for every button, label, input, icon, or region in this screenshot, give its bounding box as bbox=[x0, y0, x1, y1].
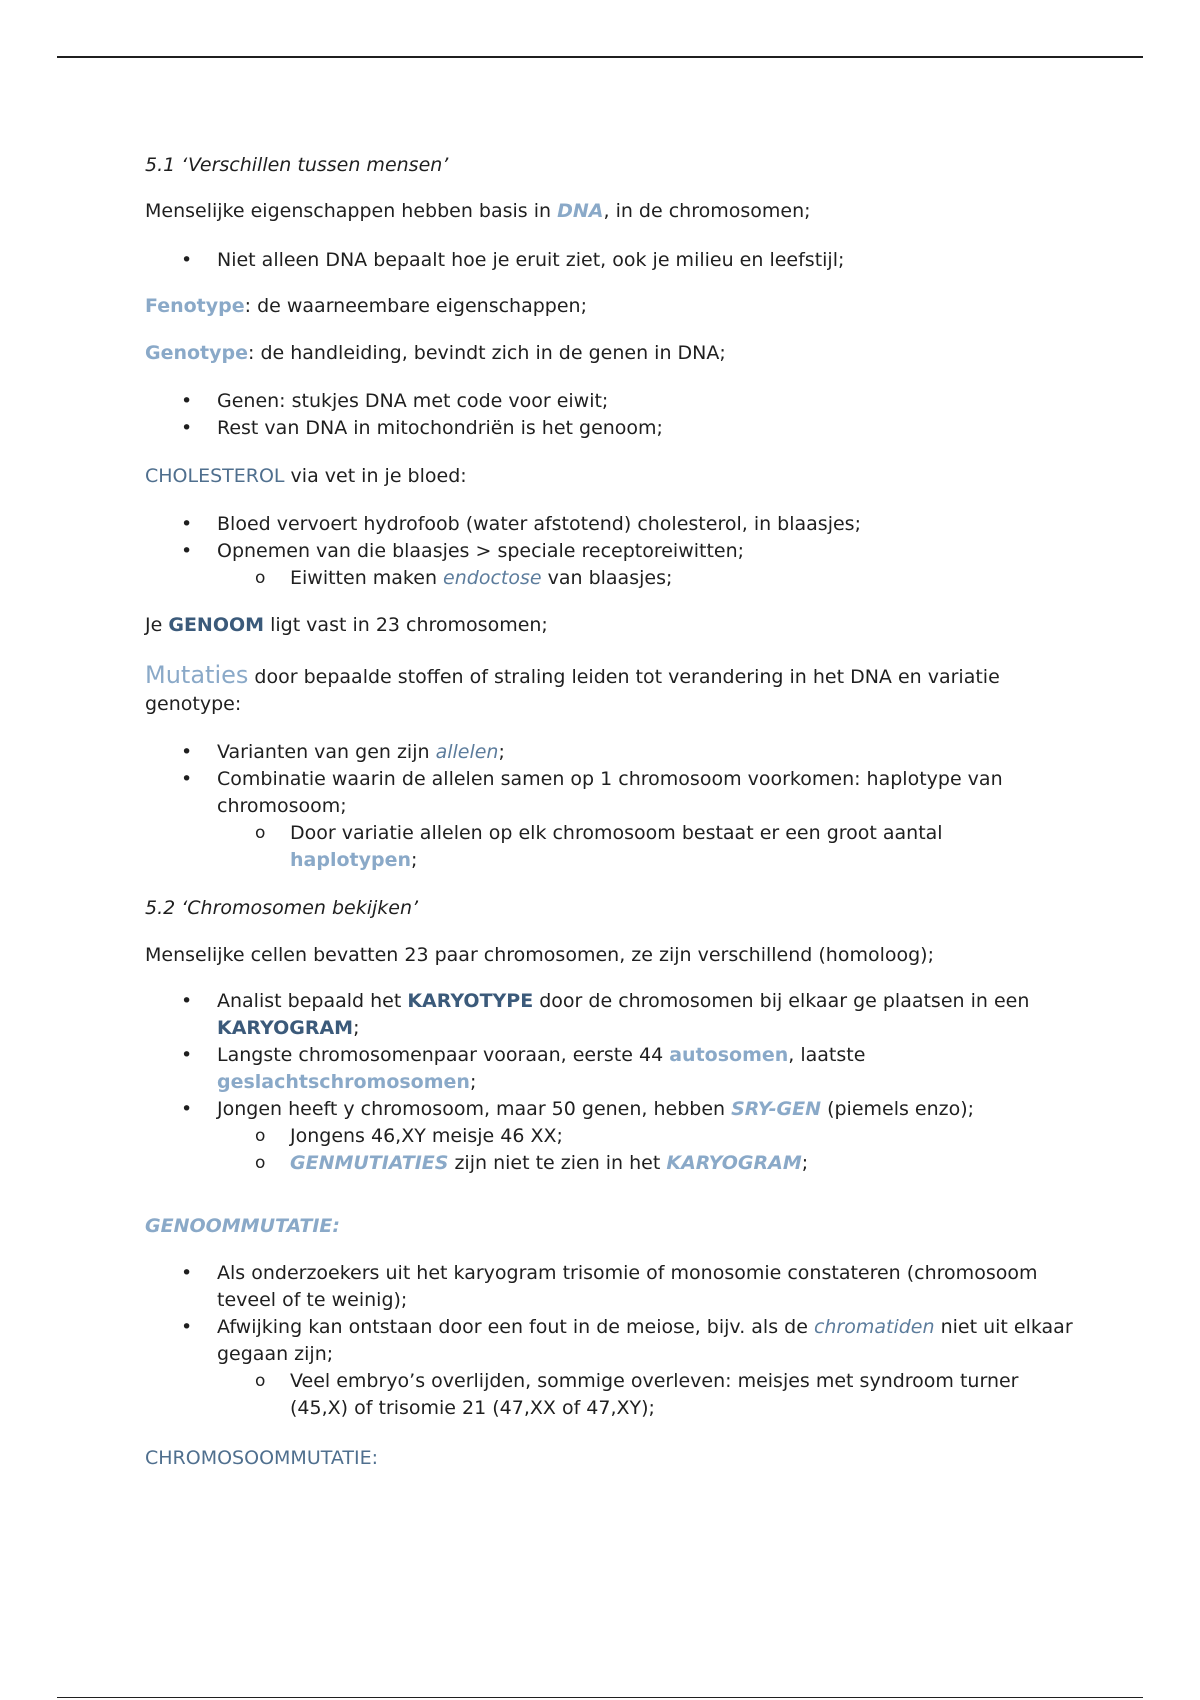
term-endoctose: endoctose bbox=[443, 567, 542, 589]
term-mutaties: Mutaties bbox=[145, 661, 249, 689]
term-karyotype: KARYOTYPE bbox=[407, 990, 534, 1012]
term-geslachtschromosomen: geslachtschromosomen bbox=[217, 1071, 470, 1093]
intro-paragraph: Menselijke eigenschappen hebben basis in DNA, in de chromosomen; bbox=[145, 200, 811, 222]
fenotype-paragraph: Fenotype: de waarneembare eigenschappen; bbox=[145, 295, 587, 317]
list-item: • Analist bepaald het KARYOTYPE door de chromosomen bij elkaar ge plaatsen in een KARYOGRAM; bbox=[145, 988, 1075, 1042]
term-allelen: allelen bbox=[435, 741, 499, 763]
chromosomen-intro: Menselijke cellen bevatten 23 paar chromosomen, ze zijn verschillend (homoloog); bbox=[145, 944, 935, 966]
genoom-paragraph: Je GENOOM ligt vast in 23 chromosomen; bbox=[145, 614, 548, 636]
bullet-list bbox=[145, 511, 1075, 592]
genotype-paragraph: Genotype: de handleiding, bevindt zich in de genen in DNA; bbox=[145, 342, 726, 364]
header-rule bbox=[57, 56, 1143, 58]
cholesterol-paragraph: CHOLESTEROL via vet in je bloed: bbox=[145, 465, 467, 487]
list-item: • Combinatie waarin de allelen samen op 1 chromosoom voorkomen: haplotype van chromosoom; bbox=[145, 766, 1075, 820]
sub-list-item: o Jongens 46,XY meisje 46 XX; bbox=[145, 1123, 1075, 1150]
list-item: • Bloed vervoert hydrofoob (water afstotend) cholesterol, in blaasjes; bbox=[145, 511, 1075, 538]
term-fenotype: Fenotype bbox=[145, 295, 245, 317]
chromosoommutatie-heading: CHROMOSOOMMUTATIE: bbox=[145, 1447, 378, 1469]
sub-list-item: o GENMUTIATIES zijn niet te zien in het KARYOGRAM; bbox=[145, 1150, 1075, 1177]
term-karyogram-2: KARYOGRAM bbox=[666, 1152, 802, 1174]
term-dna: DNA bbox=[557, 200, 604, 222]
footer-rule bbox=[57, 1697, 1143, 1698]
list-item: • Varianten van gen zijn allelen; bbox=[145, 739, 1075, 766]
sub-list-item: o Eiwitten maken endoctose van blaasjes; bbox=[145, 565, 1075, 592]
list-item: • Als onderzoekers uit het karyogram trisomie of monosomie constateren (chromosoom teveel of te weinig); bbox=[145, 1260, 1075, 1314]
section-heading-5-2: 5.2 ‘Chromosomen bekijken’ bbox=[145, 897, 419, 919]
sub-list-item: o Door variatie allelen op elk chromosoom bestaat er een groot aantal haplotypen; bbox=[145, 820, 1075, 874]
list-item: • Langste chromosomenpaar vooraan, eerste 44 autosomen, laatste geslachtschromosomen; bbox=[145, 1042, 1075, 1096]
term-karyogram: KARYOGRAM bbox=[217, 1017, 354, 1039]
list-item: • Rest van DNA in mitochondriën is het genoom; bbox=[145, 415, 1075, 442]
term-genoom: GENOOM bbox=[168, 614, 265, 636]
term-cholesterol: CHOLESTEROL bbox=[145, 465, 285, 487]
bullet-list bbox=[145, 739, 1075, 874]
bullet-list bbox=[145, 247, 1075, 274]
list-item: • Opnemen van die blaasjes > speciale receptoreiwitten; bbox=[145, 538, 1075, 565]
sub-list-item: o Veel embryo’s overlijden, sommige overleven: meisjes met syndroom turner (45,X) of trisomie 21 (47,XX of 47,XY); bbox=[145, 1368, 1075, 1422]
bullet-list bbox=[145, 988, 1075, 1177]
section-heading-5-1: 5.1 ‘Verschillen tussen mensen’ bbox=[145, 154, 449, 176]
bullet-list bbox=[145, 388, 1075, 442]
bullet-list bbox=[145, 1260, 1075, 1422]
list-item: • Jongen heeft y chromosoom, maar 50 genen, hebben SRY-GEN (piemels enzo); bbox=[145, 1096, 1075, 1123]
term-haplotypen: haplotypen bbox=[290, 849, 411, 871]
term-genmutiaties: GENMUTIATIES bbox=[290, 1152, 449, 1174]
list-item: • Niet alleen DNA bepaalt hoe je eruit ziet, ook je milieu en leefstijl; bbox=[145, 247, 1075, 274]
term-genotype: Genotype bbox=[145, 342, 249, 364]
term-autosomen: autosomen bbox=[669, 1044, 789, 1066]
term-chromatiden: chromatiden bbox=[813, 1316, 935, 1338]
term-sry-gen: SRY-GEN bbox=[731, 1098, 822, 1120]
genoommutatie-heading: GENOOMMUTATIE: bbox=[145, 1215, 341, 1237]
list-item: • Genen: stukjes DNA met code voor eiwit; bbox=[145, 388, 1075, 415]
mutaties-paragraph: Mutaties door bepaalde stoffen of straling leiden tot verandering in het DNA en variatie genotype: bbox=[145, 661, 1000, 715]
list-item: • Afwijking kan ontstaan door een fout in de meiose, bijv. als de chromatiden niet uit elkaar gegaan zijn; bbox=[145, 1314, 1075, 1368]
